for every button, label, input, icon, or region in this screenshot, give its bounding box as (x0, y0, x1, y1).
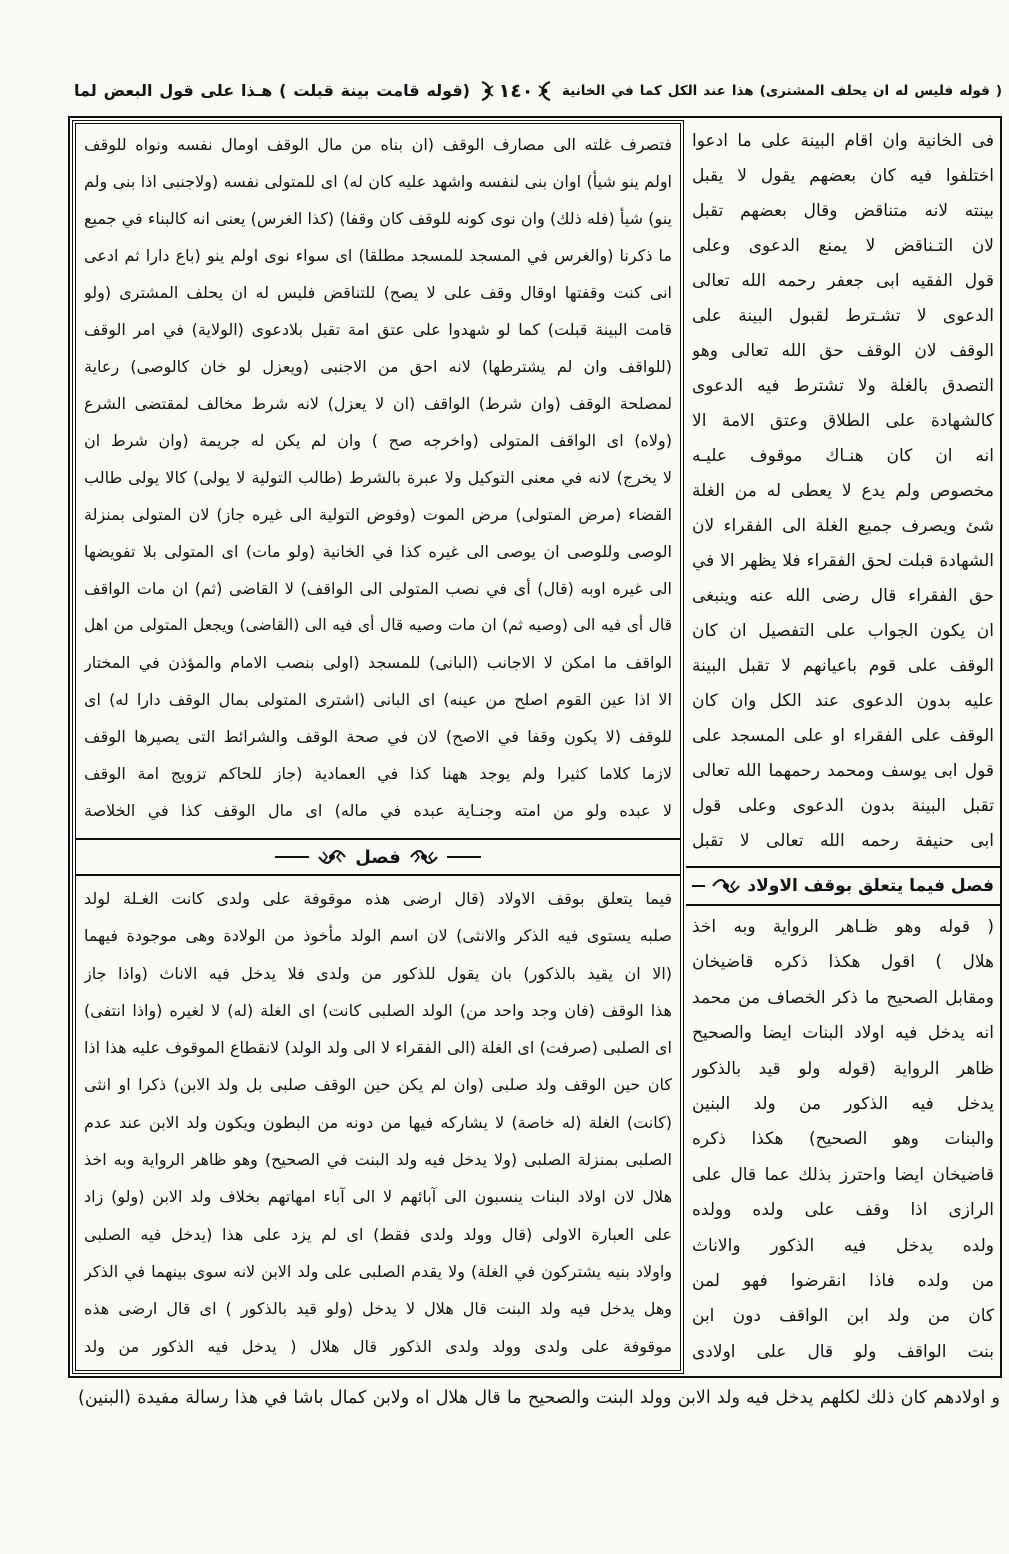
main-text-line: (ولاه) اى الواقف المتولى (واخرجه صح ) وان لم يكن له جريمة (وان شرط ان (84, 431, 672, 450)
main-text-line: موقوفة على ولدى وولد ولدى الذكور قال هلال ( يدخل فيه الذكور من ولد (84, 1336, 672, 1356)
main-text-line: الى غيره اوبه (قال) أى في نصب المتولى الى الواقف) لا القاضى (ثم) ان مات الواقف (84, 579, 672, 598)
main-text-line: هذا الوقف (فان وجد واحد من) الولد الصلبى كانت) اى الغلة (له) لا لغيره (واذا انتفى) (84, 1000, 672, 1020)
main-section-divider (76, 838, 680, 876)
running-header (74, 74, 1002, 108)
main-text-line: قال أى فيه الى (وصيه ثم) ان مات وصيه قال أى فيه الى (القاضى) ويجعل المتولى من اهل (84, 616, 672, 634)
side-text-line: ولده يدخل فيه الذكور والاناث (692, 1235, 994, 1256)
main-text-line: القضاء (مرض المتولى) مرض الموت (وفوض التولية الى غيره جاز) لان المتولى بمنزلة (84, 505, 672, 524)
main-text-top (84, 126, 672, 829)
side-text-line: ابى حنيفة رحمه الله تعالى لا تقبل (692, 831, 994, 851)
main-text-line: الصلبى بمنزلة الصلبى (ولا يدخل فيه ولد البنت في الصحيح) وهو ظاهر الرواية وبه اخذ (84, 1150, 672, 1170)
side-text-line: ومقابل الصحيح ما ذكر الخصاف من محمد (692, 987, 994, 1008)
main-text-line: (كانت) الغلة (له خاصة) لا يشاركه فيها من دونه من البطون ويكون ولد الابن عند عدم (84, 1112, 672, 1132)
side-text-line: الوقف لان الوقف حق الله تعالى وهو (692, 341, 994, 361)
side-text-line: انه يدخل فيه اولاد البنات ايضا والصحيح (692, 1023, 994, 1044)
section-heading: فصل (355, 846, 401, 868)
floral-bracket-icon (478, 80, 496, 102)
side-text-line: عليه بدون الدعوى عند الكل وان كان (692, 691, 994, 711)
section-heading: فصل فيما يتعلق بوقف الاولاد (747, 876, 994, 896)
side-text-line: الدعوى لا تشـترط لقبول البينة على (692, 306, 994, 326)
main-text-line: هلال لان اولاد البنات ينسبون الى آبائهم لا الى آباء امهاتهم بخلاف ولد الابن (ولو) زاد (84, 1187, 672, 1207)
header-right-text: ( قوله فليس له ان يحلف المشترى) هذا عند الكل كما في الخانية (562, 83, 1002, 99)
main-text-line: واولاد بنيه يشتركون في الغلة) ولا يقدم الصلبى على ولد الابن لانه سوى بينهما في الذكر (84, 1261, 672, 1281)
side-text-line: كان من ولد ابن الواقف دون ابن (692, 1306, 994, 1327)
main-text-line: صلبه يستوى فيه الذكر والانثى) لان اسم الولد مأخوذ من الولادة وهى موجودة فيهما (84, 926, 672, 946)
main-text-line: ما ذكرنا (والغرس في المسجد للمسجد مطلقا) اى سواء نوى اولم ينو (باع دارا ثم ادعى (84, 246, 672, 265)
divider-rule (275, 856, 309, 858)
main-text-line: لمصلحة الوقف (وان شرط) الواقف (ان لا يعزل) لانه شرط مخالف لمقتضى الشرع (84, 394, 672, 413)
main-text-line: الا اذا عين القوم اصلح من عينه) اى البانى (اشترى المتولى بمال الوقف دارا له) اى (84, 690, 672, 709)
main-text-line: لا عبده ولو من امته وجنـاية عبده في ماله) اى مال الوقف كذا في الخلاصة (84, 801, 672, 820)
fleuron-icon (409, 848, 439, 866)
main-text-line: اولم ينو شيأ) اوان بنى لنفسه واشهد عليه كان له) اى للمتولى نفسه (ولاجنبى اذا بنى ولم (84, 172, 672, 191)
side-text-line: بينته لانه متناقض وقال بعضهم تقبل (692, 201, 994, 221)
main-text-line: انى كنت وقفتها اوقال وقف على لا يصح) للتناقض فليس له ان يحلف المشترى (ولو (84, 283, 672, 302)
page-number-group (470, 74, 562, 108)
footer-continuation-line: و اولادهم كان ذلك لكلهم يدخل فيه ولد الابن وولد البنت والصحيح ما قال هلال اه ولابن كمال باشا في هذا رسالة مفيدة (البنين) (78, 1388, 1000, 1408)
page-number: ١٤٠ (498, 80, 534, 102)
side-text-line: الوقف على الفقراء او على المسجد على (692, 726, 994, 746)
main-text-line: الوصى وللوصى ان يوصى الى غيره كذا في الخانية (ولو مات) اى المتولى بلا تفويضها (84, 542, 672, 561)
side-text-line: هلال ) اقول هكذا ذكره قاضيخان (692, 952, 994, 973)
header-left-text: (قوله قامت بينة قبلت ) هـذا على قول البعض لما (74, 81, 470, 100)
side-text-line: حق الفقراء قال رضى الله عنه وينبغى (692, 586, 994, 606)
side-text-line: مخصوص ولم يدع لا يعطى له من الغلة (692, 481, 994, 501)
main-text-line: فتصرف غلته الى مصارف الوقف (ان بناه من مال الوقف اومال نفسه ونواه للوقف (84, 135, 672, 154)
side-text-line: يدخل فيه الذكور من ولد البنين (692, 1093, 994, 1114)
side-text-top (692, 124, 994, 859)
side-text-line: ظاهر الرواية (قوله ولو قيد بالذكور (692, 1058, 994, 1079)
divider-rule (692, 885, 705, 887)
side-text-bottom (692, 910, 994, 1370)
main-text-line: لا يخرج) لانه في معنى التوكيل ولا عبرة بالشرط (طالب التولية لا يولى) كالا يولى طالب (84, 468, 672, 487)
main-text-line: على العبارة الاولى (قال وولد ولدى فقط) اى لم يزد على هذا (يدخل فيه الصلبى (84, 1224, 672, 1244)
main-text-line: (الا ان يقيد بالذكور) بان يقول للذكور من ولدى فلا يدخل فيه الاناث (واذا جاز (84, 963, 672, 983)
main-text-line: لازما كلاما كثيرا ولم يوجد ههنا كذا في العمادية (جاز للحاكم تزويج امة الوقف (84, 764, 672, 783)
side-text-line: الشهادة قبلت لحق الفقراء فلا يظهر الا في (692, 551, 994, 571)
side-text-line: الرازى اذا وقف على ولده وولده (692, 1200, 994, 1221)
main-text-line: (للواقف وان لم يشترطها) لانه احق من الاجنبى (ويعزل لو خان كالوصى) رعاية (84, 357, 672, 376)
side-text-line: الوقف على قوم باعيانهم لا تقبل البينة (692, 656, 994, 676)
floral-bracket-icon (536, 80, 554, 102)
divider-rule (447, 856, 481, 858)
main-text-line: اى الصلبى (صرفت) اى الغلة (الى الفقراء لا الى ولد الولد) لانقطاع الموقوف عليه هذا اذا (84, 1038, 672, 1058)
side-text-line: قاضيخان ايضا واحترز بذلك عما قال على (692, 1164, 994, 1185)
side-text-line: لان التـناقض لا يمنع الدعوى وعلى (692, 236, 994, 256)
fleuron-icon (317, 848, 347, 866)
side-text-line: قول ابى يوسف ومحمد رحمهما الله تعالى (692, 761, 994, 781)
side-text-line: من ولده فاذا انقرضوا فهو لمن (692, 1270, 994, 1291)
side-text-line: انه ان كان هنـاك موقوف عليـه (692, 446, 994, 466)
side-text-line: بنت الواقف ولو قال على اولادى (692, 1341, 994, 1362)
main-text-bottom (84, 880, 672, 1365)
side-text-line: ان يكون الجواب على التفصيل ان كان (692, 621, 994, 641)
main-text-line: وهل يدخل فيه ولد البنت قال هلال لا يدخل (ولو قيد بالذكور ) اى قال ارضى هذه (84, 1299, 672, 1319)
main-text-line: قامت البينة قبلت) كما لو شهدوا على عتق امة تقبل بلادعوى (الولاية) في امر الوقف (84, 320, 672, 339)
side-text-line: كالشهادة على الطلاق وعتق الامة الا (692, 411, 994, 431)
side-text-line: والبنات وهو الصحيح) هكذا ذكره (692, 1129, 994, 1150)
side-text-line: شئ ويصرف جميع الغلة الى الفقراء لان (692, 516, 994, 536)
main-text-line: ينو) شيأ (فله ذلك) وان نوى كونه للوقف كان وقفا) (كذا الغرس) يعنى انه كالبناء في جميع (84, 209, 672, 228)
main-text-line: فيما يتعلق بوقف الاولاد (قال ارضى هذه موقوفة على ولدى كانت الغـلة لولد (84, 889, 672, 908)
side-text-line: تقبل البينة بدون الدعوى وعلى قول (692, 796, 994, 816)
side-text-line: التصدق بالغلة ولا تشترط فيه الدعوى (692, 376, 994, 396)
fleuron-icon (711, 877, 741, 895)
main-text-line: للوقف (لا يكون وقفا في الاصح) لان في صحة الوقف والشرائط التى يصيرها الوقف (84, 727, 672, 746)
side-text-line: ( قوله وهو ظـاهر الرواية وبه اخذ (692, 917, 994, 937)
side-text-line: اختلفوا فيه كان بعضهم يقول لا يقبل (692, 166, 994, 186)
side-section-heading-row (686, 866, 1000, 906)
main-text-line: كان حين الوقف ولد صلبى (وان لم يكن حين الوقف صلبى بل ولد الابن) ذكرا او انثى (84, 1075, 672, 1095)
side-text-line: فى الخانية وان اقام البينة على ما ادعوا (692, 131, 994, 151)
main-text-line: الواقف ما امكن لا الاجانب (البانى) للمسجد (اولى بنصب الامام والمؤذن في المختار (84, 653, 672, 672)
side-text-line: قول الفقيه ابى جعفر رحمه الله تعالى (692, 271, 994, 291)
